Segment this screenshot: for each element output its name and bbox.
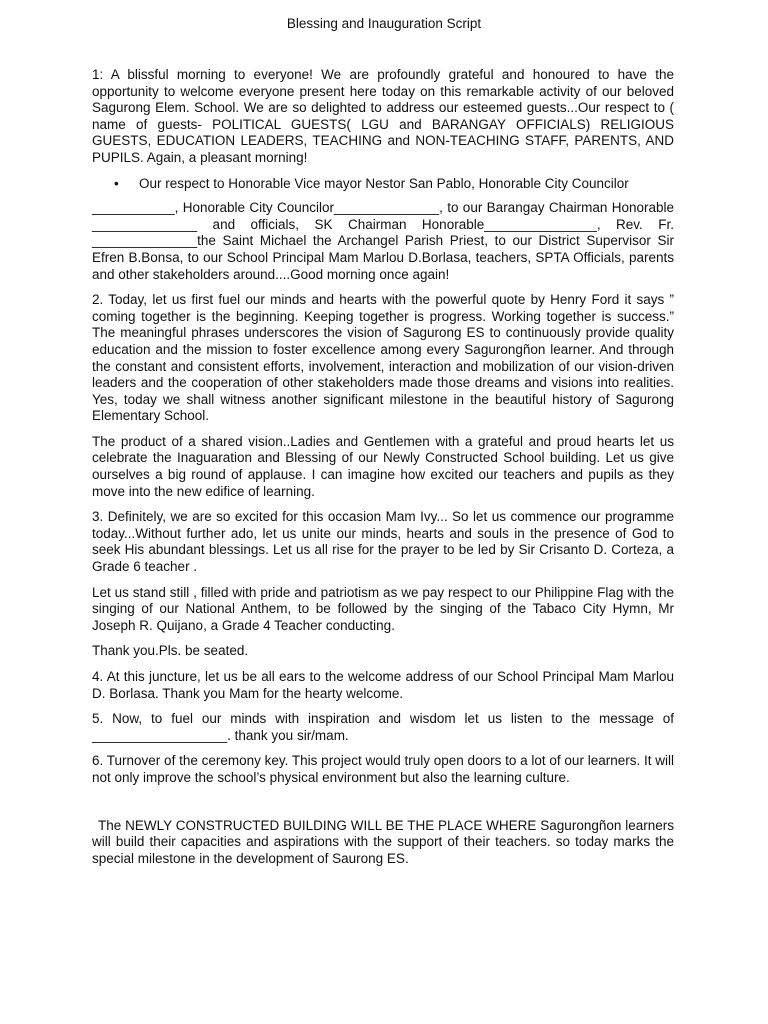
paragraph-6-turnover: 6. Turnover of the ceremony key. This project would truly open doors to a lot of our learners. It will not only improve the school’s physical environment but also the learning culture. (92, 753, 674, 785)
paragraph-1-greeting: 1: A blissful morning to everyone! We are profoundly grateful and honoured to have the opportunity to welcome everyone present here today on this remarkable activity of our beloved Sagurong Elem. School. We are so delighted to address our esteemed guests...Our respect to ( name of guests- POLITICAL GUESTS( LGU and BARANGAY OFFICIALS) RELIGIOUS GUESTS, EDUCATION LEADERS, TEACHING and NON-TEACHING STAFF, PARENTS, AND PUPILS. Again, a pleasant morning! (92, 67, 674, 165)
bullet-text: Our respect to Honorable Vice mayor Nestor San Pablo, Honorable City Councilor (139, 175, 629, 191)
paragraph-national-anthem: Let us stand still , filled with pride and patriotism as we pay respect to our Philippine Flag with the singing of our National Anthem, to be followed by the singing of the Tabaco City Hymn, Mr Joseph R. Quijano, a Grade 4 Teacher conducting. (92, 584, 674, 633)
document-title: Blessing and Inauguration Script (286, 16, 482, 31)
bullet-dot-icon: • (114, 175, 119, 191)
paragraph-2-henry-ford-quote: 2. Today, let us first fuel our minds and hearts with the powerful quote by Henry Ford it says ” coming together is the beginning. Keeping together is progress. Working together is success.” The meaningful phrases underscores the vision of Sagurong ES to continuously provide quality education and the mission to foster excellence among every Sagurongñon learner. And through the constant and consistent efforts, involvement, interaction and mobilization of our vision-driven leaders and the cooperation of other stakeholders made those dreams and visions into realities. Yes, today we shall witness another significant milestone in the beautiful history of Sagurong Elementary School. (92, 292, 674, 424)
paragraph-shared-vision: The product of a shared vision..Ladies and Gentlemen with a grateful and proud hearts let us celebrate the Inaguaration and Blessing of our Newly Constructed School building. Let us give ourselves a big round of applause. I can imagine how excited our teachers and pupils as they move into the new edifice of learning. (92, 433, 674, 499)
paragraph-3-prayer: 3. Definitely, we are so excited for this occasion Mam Ivy... So let us commence our programme today...Without further ado, let us unite our minds, hearts and souls in the presence of God to seek His abundant blessings. Let us all rise for the prayer to be led by Sir Crisanto D. Corteza, a Grade 6 teacher . (92, 509, 674, 575)
document-body (92, 67, 674, 876)
paragraph-4-welcome-address: 4. At this juncture, let us be all ears to the welcome address of our School Principal Mam Marlou D. Borlasa. Thank you Mam for the hearty welcome. (92, 669, 674, 701)
spacer (92, 796, 674, 818)
paragraph-guests-list: ___________, Honorable City Councilor______________, to our Barangay Chairman Honorable ______________ and officials, SK Chairman Honorable_______________, Rev. Fr. ______________the Saint Michael the Archangel Parish Priest, to our District Supervisor Sir Efren B.Bonsa, to our School Principal Mam Marlou D.Borlasa, teachers, SPTA Officials, parents and other stakeholders around....Good morning once again! (92, 200, 674, 282)
bullet-item (114, 176, 674, 193)
paragraph-closing-building: The NEWLY CONSTRUCTED BUILDING WILL BE THE PLACE WHERE Sagurongñon learners will build their capacities and aspirations with the support of their teachers. so today marks the special milestone in the development of Saurong ES. (92, 817, 674, 866)
paragraph-be-seated: Thank you.Pls. be seated. (92, 643, 249, 659)
paragraph-5-message: 5. Now, to fuel our minds with inspiration and wisdom let us listen to the message of __________________. thank you sir/mam. (92, 711, 674, 743)
